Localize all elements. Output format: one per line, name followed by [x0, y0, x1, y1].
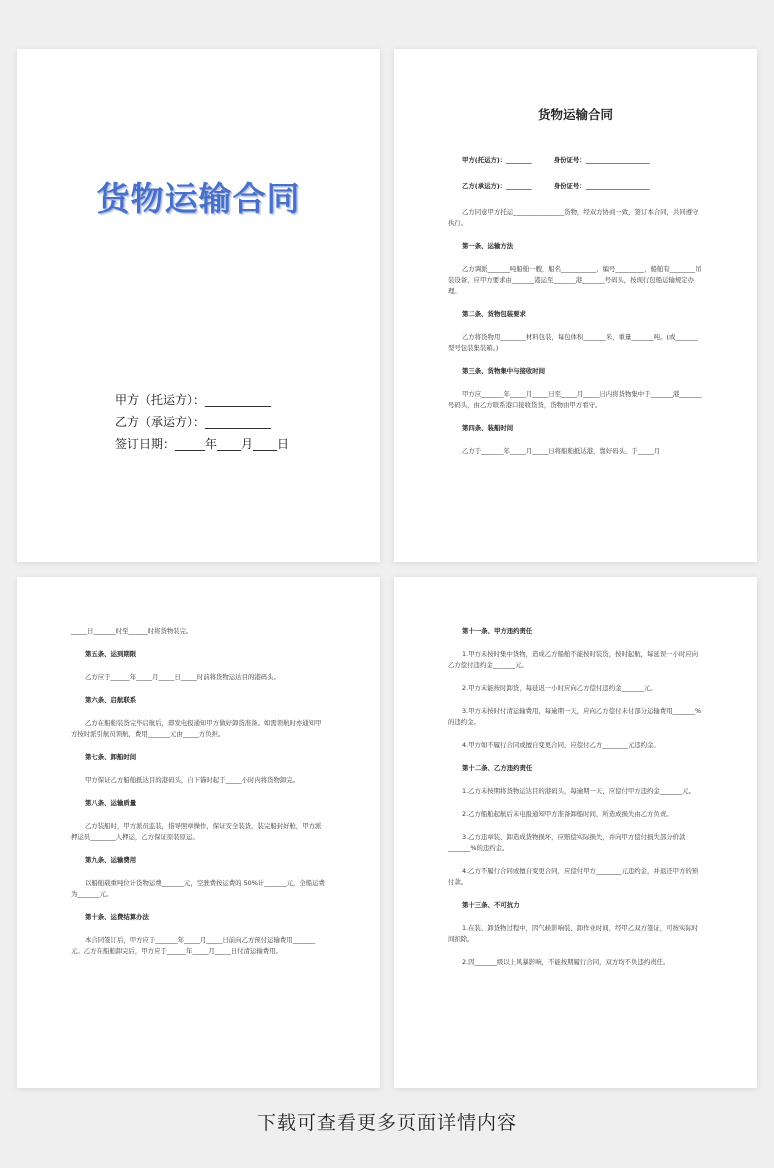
- paragraph: 1.甲方未按时集中货物，造成乙方船舶不能按时装货，按时起航，每延误一小时应向乙方偿付违约金_______元。: [448, 650, 699, 669]
- paragraph: 乙方调派_______吨船舶一艘，船名___________，编号_________，船舶有________吊装设备，应甲方要求由_______港运至_______港_______号码头，按现行包船运输规定办理。: [448, 265, 702, 295]
- contract-page-3: [17, 577, 380, 1088]
- contract-page-2: [394, 49, 757, 562]
- page-2-paragraphs: [448, 207, 703, 457]
- paragraph: 乙方同意甲方托运________________货物，经双方协商一致，签订本合同，共同遵守执行。: [448, 208, 699, 227]
- paragraph: 2.甲方未能按时卸货，每延迟一小时应向乙方偿付违约金_______元。: [462, 684, 657, 692]
- page-2-body: [448, 155, 703, 469]
- section-heading: 第五条、运到期限: [85, 650, 137, 658]
- cover-sign-date: 签订日期：_____年____月____日: [115, 437, 290, 451]
- section-heading: 第七条、卸船时间: [85, 753, 137, 761]
- paragraph: 甲方应_______年_____月_____日至_____月_____日内将货物集中于_______港_______号码头，由乙方联系港口接收货货，货物由甲方看守。: [448, 390, 702, 409]
- cover-party-b: 乙方（承运方）：___________: [115, 415, 272, 429]
- paragraph: 本合同签订后，甲方应于_______年_____月_____日前向乙方预付运输费用_______元。乙方在船舶卸完后，甲方应于______年_____月_____日付清运输费用。: [71, 936, 316, 955]
- party-a-label: 甲方(托运方)：________: [462, 156, 532, 164]
- section-heading: 第一条、运输方法: [462, 242, 514, 250]
- party-b-label: 乙方(承运方)：________: [462, 182, 532, 190]
- section-heading: 第十条、运费结算办法: [85, 913, 149, 921]
- party-b-line: [448, 181, 703, 192]
- paragraph: 4.乙方不履行合同或擅自变更合同，应偿付甲方________元违约金，并退还甲方的预付款。: [448, 867, 699, 886]
- download-more-hint[interactable]: 下载可查看更多页面详情内容: [256, 1112, 517, 1134]
- page-4-body: [448, 626, 703, 980]
- cover-page: [17, 49, 380, 562]
- section-heading: 第九条、运输费用: [85, 856, 137, 864]
- paragraph: 乙方装船时，甲方派员监装，指导照章操作，保证安全装货，装完船封好舱，甲方派押运员________人押运，乙方保证原装原运。: [71, 822, 322, 841]
- paragraph: 1.在装、卸货物过程中，因气候影响装、卸作业时间，经甲乙双方签证，可按实际时间扣除。: [448, 924, 699, 943]
- paragraph: 乙方在船舶装货完毕启航后，即发电报通知甲方做好卸货准备。如需领航时亦通知甲方按时派引航员领航，费用_______元由_____方负担。: [71, 719, 322, 738]
- section-heading: 第十三条、不可抗力: [462, 901, 520, 909]
- cover-fields: [115, 389, 289, 455]
- section-heading: 第四条、装船时间: [462, 424, 514, 432]
- contract-page-4: [394, 577, 757, 1088]
- paragraph: 4.甲方如不履行合同或擅自变更合同，应偿付乙方________元违约金。: [462, 741, 660, 749]
- page-3-paragraphs: [71, 626, 326, 957]
- cover-party-a: 甲方（托运方）：___________: [115, 393, 272, 407]
- paragraph: 3.甲方未按时付清运输费用，每逾期一天，应向乙方偿付未付部分运输费用_______%的违约金。: [448, 707, 702, 726]
- paragraph: 以船舶载重吨位计货物运费_______元，空驶费按运费的 50%计_______元，全船运费为_______元。: [71, 879, 325, 898]
- paragraph: 甲方保证乙方船舶抵达目的港码头，自下锚时起于_____小时内将货物卸完。: [85, 776, 300, 784]
- page-3-body: [71, 626, 326, 969]
- paragraph: 2.乙方船舶起航后未电报通知甲方准备卸船时间，所造成损失由乙方负责。: [462, 810, 673, 818]
- document-title: 货物运输合同: [537, 107, 613, 122]
- paragraph: 1.乙方未按期将货物运达目的港码头，每逾期一天，应偿付甲方违约金_______元。: [462, 787, 695, 795]
- cover-title: 货物运输合同: [96, 179, 301, 218]
- section-heading: 第二条、货物包装要求: [462, 310, 526, 318]
- section-heading: 第十一条、甲方违约责任: [462, 627, 533, 635]
- paragraph: 3.乙方违章装、卸造成货物损坏，应赔偿实际损失，并向甲方偿付损失部分价款_______%的违约金。: [448, 833, 686, 852]
- paragraph: 乙方将货物用________材料包装，每包体积_______米，重量_______吨。(或_______型号包装集装箱。): [448, 333, 698, 352]
- page-4-paragraphs: [448, 626, 703, 968]
- section-heading: 第八条、运输质量: [85, 799, 137, 807]
- id-a-label: 身份证号：____________________: [553, 156, 650, 164]
- section-heading: 第三条、货物集中与接收时间: [462, 367, 546, 375]
- paragraph: _____日_______时至______时将货物装完。: [71, 627, 193, 635]
- paragraph: 乙方于_______年_____月_____日将船舶抵达港，靠好码头，于_____月: [462, 447, 661, 455]
- party-a-line: [448, 155, 703, 166]
- id-b-label: 身份证号：____________________: [553, 182, 650, 190]
- paragraph: 2.因_______级以上风暴影响，不能按期履行合同，双方均不负违约责任。: [462, 958, 670, 966]
- section-heading: 第六条、启航联系: [85, 696, 137, 704]
- paragraph: 乙方应于______年_____月_____日_____时前将货物运达目的港码头。: [85, 673, 280, 681]
- section-heading: 第十二条、乙方违约责任: [462, 764, 533, 772]
